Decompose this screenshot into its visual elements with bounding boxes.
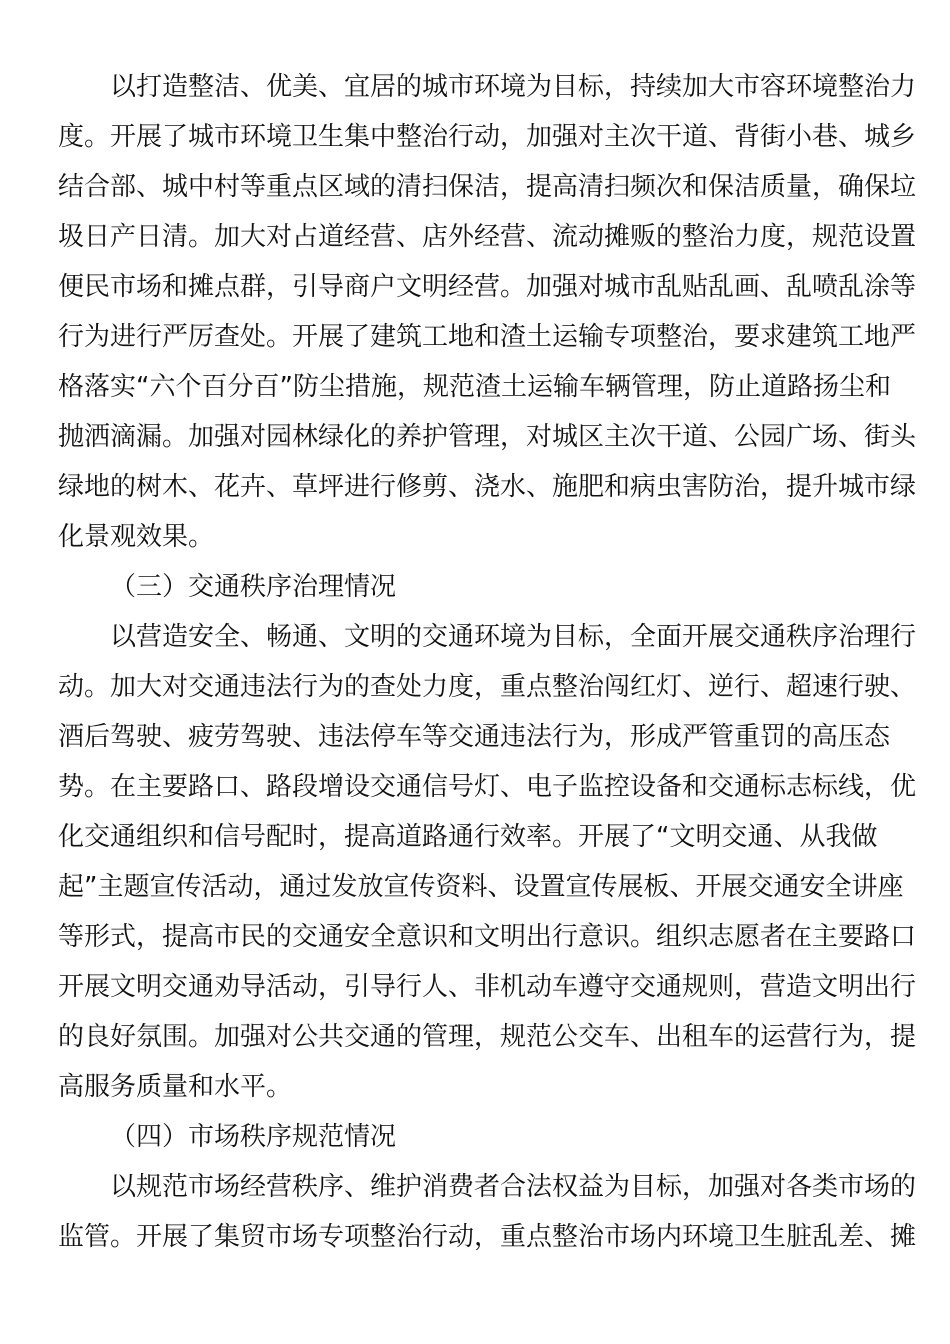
text-line-content: 圾日产日清。加大对占道经营、店外经营、流动摊贩的整治力度，规范设置 — [58, 222, 917, 252]
text-line — [0, 212, 950, 262]
text-line-content: 以营造安全、畅通、文明的交通环境为目标，全面开展交通秩序治理行 — [110, 622, 917, 652]
text-line — [0, 462, 950, 512]
text-line — [0, 362, 950, 412]
text-line — [0, 962, 950, 1012]
text-line-content: 等形式，提高市民的交通安全意识和文明出行意识。组织志愿者在主要路口 — [58, 922, 917, 952]
text-line — [0, 162, 950, 212]
text-line — [0, 1162, 950, 1212]
text-line — [0, 412, 950, 462]
text-line — [0, 512, 950, 562]
text-line-content: 的良好氛围。加强对公共交通的管理，规范公交车、出租车的运营行为，提 — [58, 1022, 917, 1052]
text-line — [0, 912, 950, 962]
text-line — [0, 1062, 950, 1112]
text-line-content: 开展文明交通劝导活动，引导行人、非机动车遵守交通规则，营造文明出行 — [58, 972, 917, 1002]
text-line — [0, 262, 950, 312]
text-line-content: 抛洒滴漏。加强对园林绿化的养护管理，对城区主次干道、公园广场、街头 — [58, 422, 917, 452]
text-line-content: 绿地的树木、花卉、草坪进行修剪、浇水、施肥和病虫害防治，提升城市绿 — [58, 472, 917, 502]
text-line-content: 度。开展了城市环境卫生集中整治行动，加强对主次干道、背街小巷、城乡 — [58, 122, 917, 152]
text-line-content: 便民市场和摊点群，引导商户文明经营。加强对城市乱贴乱画、乱喷乱涂等 — [58, 272, 917, 302]
text-line-content: 以规范市场经营秩序、维护消费者合法权益为目标，加强对各类市场的 — [110, 1172, 917, 1202]
text-line-content: 化交通组织和信号配时，提高道路通行效率。开展了“文明交通、从我做 — [58, 822, 878, 852]
text-line — [0, 662, 950, 712]
text-line-content: 势。在主要路口、路段增设交通信号灯、电子监控设备和交通标志标线，优 — [58, 772, 917, 802]
text-line — [0, 612, 950, 662]
text-line-content: 化景观效果。 — [58, 522, 215, 552]
text-line — [0, 862, 950, 912]
text-line — [0, 762, 950, 812]
text-line — [0, 712, 950, 762]
text-line-content: 结合部、城中村等重点区域的清扫保洁，提高清扫频次和保洁质量，确保垃 — [58, 172, 917, 202]
text-line-content: 酒后驾驶、疲劳驾驶、违法停车等交通违法行为，形成严管重罚的高压态 — [58, 722, 891, 752]
text-line-content: 起”主题宣传活动，通过发放宣传资料、设置宣传展板、开展交通安全讲座 — [58, 872, 904, 902]
text-line — [0, 62, 950, 112]
text-line-content: 高服务质量和水平。 — [58, 1072, 293, 1102]
text-line — [0, 1012, 950, 1062]
text-line — [0, 812, 950, 862]
text-line-content: 动。加大对交通违法行为的查处力度，重点整治闯红灯、逆行、超速行驶、 — [58, 672, 917, 702]
text-line-content: 行为进行严厉查处。开展了建筑工地和渣土运输专项整治，要求建筑工地严 — [58, 322, 917, 352]
section-heading-text: （四）市场秩序规范情况 — [110, 1122, 397, 1152]
text-line-content: 格落实“六个百分百”防尘措施，规范渣土运输车辆管理，防止道路扬尘和 — [58, 372, 891, 402]
text-line — [0, 112, 950, 162]
text-line — [0, 312, 950, 362]
text-line-content: 监管。开展了集贸市场专项整治行动，重点整治市场内环境卫生脏乱差、摊 — [58, 1222, 917, 1252]
section-heading-traffic — [0, 562, 950, 612]
text-line — [0, 1212, 950, 1262]
section-heading-market — [0, 1112, 950, 1162]
text-line-content: 以打造整洁、优美、宜居的城市环境为目标，持续加大市容环境整治力 — [110, 72, 917, 102]
section-heading-text: （三）交通秩序治理情况 — [110, 572, 397, 602]
